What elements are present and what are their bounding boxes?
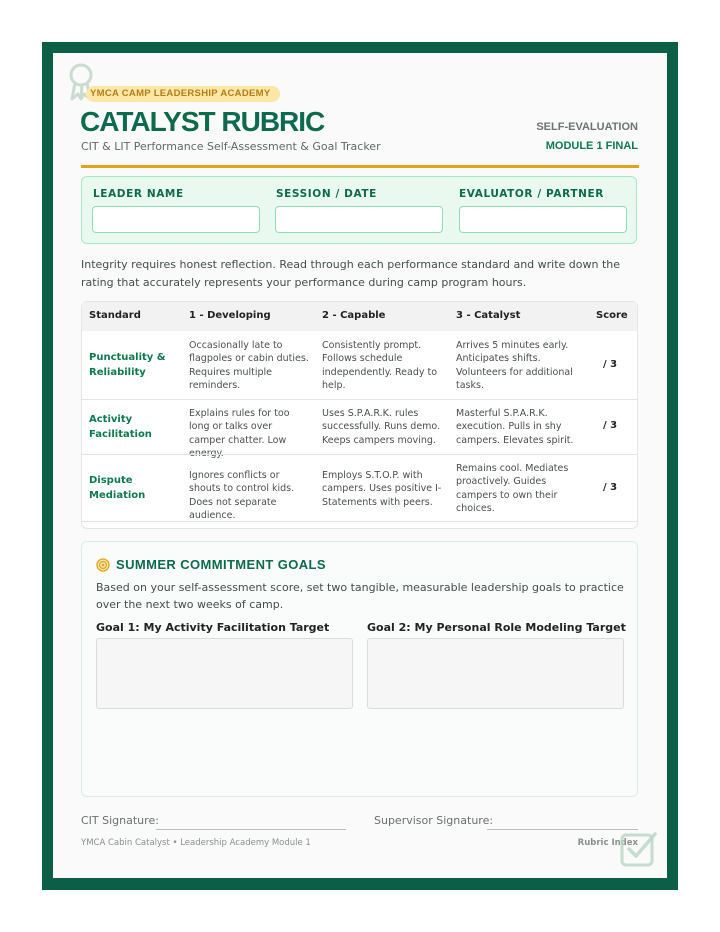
cit-signature-line[interactable]: [156, 829, 346, 830]
footer-rubric-index: Rubric Index: [577, 838, 638, 848]
target-icon: [96, 558, 110, 572]
goals-description: Based on your self-assessment score, set two tangible, measurable leadership goals to practice over the next two weeks of camp.: [96, 581, 624, 611]
table-cell: Masterful S.P.A.R.K. execution. Pulls in shy campers. Elevates spirit.: [456, 408, 574, 446]
intro-text: Integrity requires honest reflection. Read through each performance standard and write down the rating that accurately represents your performance during camp program hours.: [81, 258, 621, 289]
goal-2-input[interactable]: [367, 638, 624, 709]
table-cell: Remains cool. Mediates proactively. Guides campers to own their choices.: [456, 463, 569, 514]
table-cell: Explains rules for too long or talks over camper chatter. Low: [189, 408, 290, 446]
score-field[interactable]: / 3: [603, 420, 618, 431]
goal-1-label: Goal 1: My Activity Facilitation Target: [96, 621, 330, 634]
goals-title: SUMMER COMMITMENT GOALS: [116, 557, 326, 572]
cit-signature-label: CIT Signature:: [81, 814, 159, 827]
page-subtitle: CIT & LIT Performance Self-Assessment & Goal Tracker: [81, 140, 381, 153]
table-cell: Employs S.T.O.P. with campers. Uses positive I-Statements with peers.: [322, 470, 442, 508]
session-date-field[interactable]: [275, 206, 443, 233]
row-divider: [82, 399, 637, 400]
goal-1-input[interactable]: [96, 638, 353, 709]
table-cell: Ignores conflicts or shouts to control kids. Does not separate audience.: [189, 470, 295, 521]
self-evaluation-label: SELF-EVALUATION: [536, 121, 638, 133]
header-divider: [81, 165, 639, 168]
module-label: MODULE 1 FINAL: [545, 140, 638, 152]
standard-dispute-mediation: Dispute Mediation: [89, 475, 146, 501]
footer-text: YMCA Cabin Catalyst • Leadership Academy Module 1: [81, 838, 311, 848]
evaluator-label: EVALUATOR / PARTNER: [459, 188, 604, 200]
page-title: CATALYST RUBRIC: [80, 106, 325, 137]
table-cell: Consistently prompt. Follows schedule independently. Ready to help.: [322, 340, 438, 391]
leader-name-field[interactable]: [92, 206, 260, 233]
table-cell: Uses S.P.A.R.K. rules successfully. Runs demo. Keeps campers moving.: [322, 408, 441, 446]
leader-name-label: LEADER NAME: [93, 188, 184, 200]
supervisor-signature-label: Supervisor Signature:: [374, 814, 494, 827]
table-cell: Occasionally late to flagpoles or cabin duties. Requires multiple reminders.: [189, 340, 309, 391]
academy-badge: YMCA CAMP LEADERSHIP ACADEMY: [86, 86, 280, 102]
checkbox-check-icon: [618, 829, 658, 869]
column-header-capable: 2 - Capable: [322, 310, 386, 321]
supervisor-signature-line[interactable]: [487, 829, 638, 830]
standard-punctuality: Punctuality & Reliability: [89, 352, 166, 378]
column-header-developing: 1 - Developing: [189, 310, 271, 321]
goal-2-label: Goal 2: My Personal Role Modeling Target: [367, 621, 626, 634]
row-divider: [82, 521, 637, 522]
table-cell: Arrives 5 minutes early. Anticipates shifts. Volunteers for additional tasks.: [456, 340, 573, 391]
column-header-catalyst: 3 - Catalyst: [456, 310, 521, 321]
column-header-standard: Standard: [89, 310, 141, 321]
session-date-label: SESSION / DATE: [276, 188, 377, 200]
standard-activity-facilitation: Activity Facilitation: [89, 414, 152, 440]
score-field[interactable]: / 3: [603, 482, 618, 493]
evaluator-partner-field[interactable]: [459, 206, 627, 233]
score-field[interactable]: / 3: [603, 359, 618, 370]
column-header-score: Score: [596, 310, 628, 321]
row-divider: [82, 454, 637, 455]
